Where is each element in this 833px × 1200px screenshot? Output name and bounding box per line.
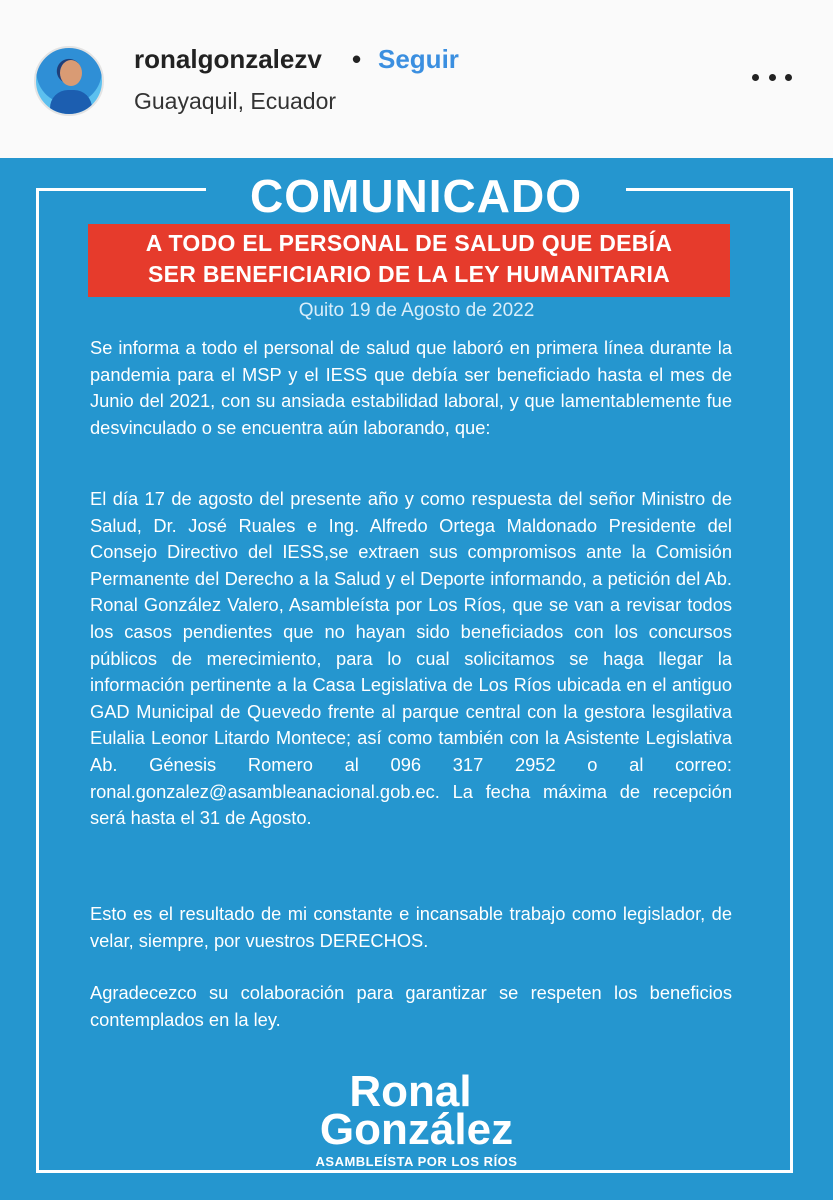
separator-dot: • [352, 44, 362, 74]
date-line: Quito 19 de Agosto de 2022 [298, 300, 535, 321]
paragraph-4: Agradecezco su colaboración para garantizar se respeten los beneficios contemplados en la ley. [90, 982, 732, 1030]
dot [769, 74, 776, 81]
dot [785, 74, 792, 81]
paragraph-1: Se informa a todo el personal de salud que laboró en primera línea durante la pandemia para el MSP y el IESS que debía ser beneficiado hasta el mes de Junio del 2021, con su ansiada estabilidad laboral, y que lamentablemente fue desvinculado o se encuentra aún laborando, que: [90, 337, 732, 438]
red-banner [88, 224, 730, 297]
post-image[interactable] [0, 158, 833, 1200]
follow-button[interactable]: Seguir [378, 44, 459, 74]
banner-line-1: A TODO EL PERSONAL DE SALUD QUE DEBÍA [145, 230, 673, 256]
dot [752, 74, 759, 81]
signature-last-name: González [319, 1105, 514, 1154]
avatar[interactable] [34, 46, 104, 116]
signature-first-name: Ronal [349, 1067, 472, 1116]
signature-title: ASAMBLEÍSTA POR LOS RÍOS [315, 1154, 518, 1169]
username[interactable]: ronalgonzalezv [134, 44, 322, 74]
headline: COMUNICADO [250, 170, 582, 222]
avatar-face [60, 60, 82, 86]
avatar-shirt [50, 90, 92, 116]
banner-line-2: SER BENEFICIARIO DE LA LEY HUMANITARIA [147, 261, 671, 287]
post-header [0, 0, 833, 158]
paragraph-3: Esto es el resultado de mi constante e incansable trabajo como legislador, de velar, siempre, por vuestros DERECHOS. [90, 903, 732, 951]
paragraph-2: El día 17 de agosto del presente año y como respuesta del señor Ministro de Salud, Dr. José Ruales e Ing. Alfredo Ortega Maldonado Presidente del Consejo Directivo del IESS,se extraen sus compromisos ante la Comisión Permanente del Derecho a la Salud y el Deporte informando, a petición del Ab. Ronal González Valero, Asambleísta por Los Ríos, que se van a revisar todos los casos pendientes que no hayan sido beneficiados con los concursos públicos de merecimiento, para lo cual solicitamos se haga llegar la información pertinente a la Casa Legislativa de Los Ríos ubicada en el antiguo GAD Municipal de Quevedo frente al parque central con la gestora lesgilativa Eulalia Leonor Litardo Montece; así como también con la Asistente Legislativa Ab. Génesis Romero al 096 317 2952 o al correo: ronal.gonzalez@asambleanacional.gob.ec. La fecha máxima de recepción será hasta el 31 de Agosto. [90, 488, 732, 829]
more-options-icon[interactable] [752, 62, 792, 92]
location-link[interactable]: Guayaquil, Ecuador [134, 88, 337, 114]
